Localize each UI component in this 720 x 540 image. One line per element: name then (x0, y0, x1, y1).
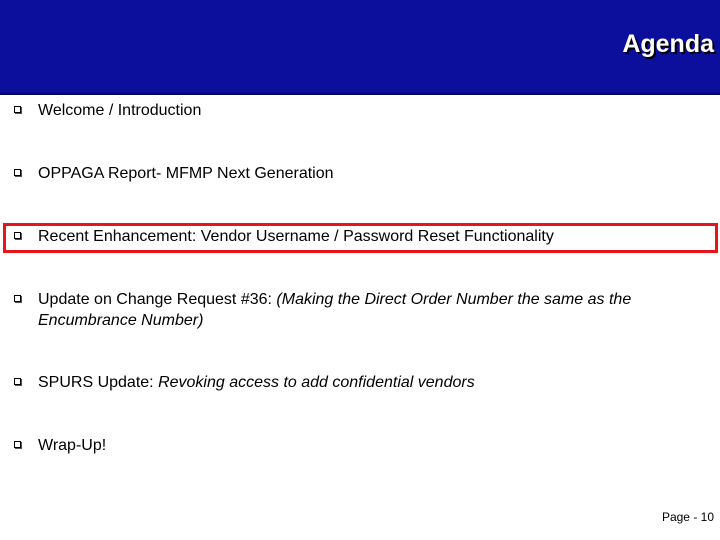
agenda-item-label (38, 289, 706, 331)
agenda-item-lead: Update on Change Request #36: (38, 291, 277, 308)
agenda-item-label (38, 372, 706, 393)
checkbox-bullet-icon (14, 106, 21, 113)
slide-title: Agenda (622, 30, 714, 58)
agenda-item-detail: (Making the Direct Order Number the same as the Encumbrance Number) (38, 291, 632, 329)
checkbox-bullet-icon (14, 169, 21, 176)
checkbox-bullet-icon (14, 295, 21, 302)
agenda-item-label: Welcome / Introduction (38, 102, 202, 119)
checkbox-bullet-icon (14, 232, 21, 239)
agenda-item-detail: Revoking access to add confidential vendors (158, 374, 475, 391)
agenda-item-label: Recent Enhancement: Vendor Username / Password Reset Functionality (38, 228, 554, 245)
checkbox-bullet-icon (14, 378, 21, 385)
page-number: Page - 10 (661, 510, 714, 524)
agenda-item-label: Wrap-Up! (38, 437, 107, 454)
checkbox-bullet-icon (14, 441, 21, 448)
agenda-item-lead: SPURS Update: (38, 374, 159, 391)
title-bar (0, 0, 720, 95)
agenda-item-label: OPPAGA Report- MFMP Next Generation (38, 165, 334, 182)
